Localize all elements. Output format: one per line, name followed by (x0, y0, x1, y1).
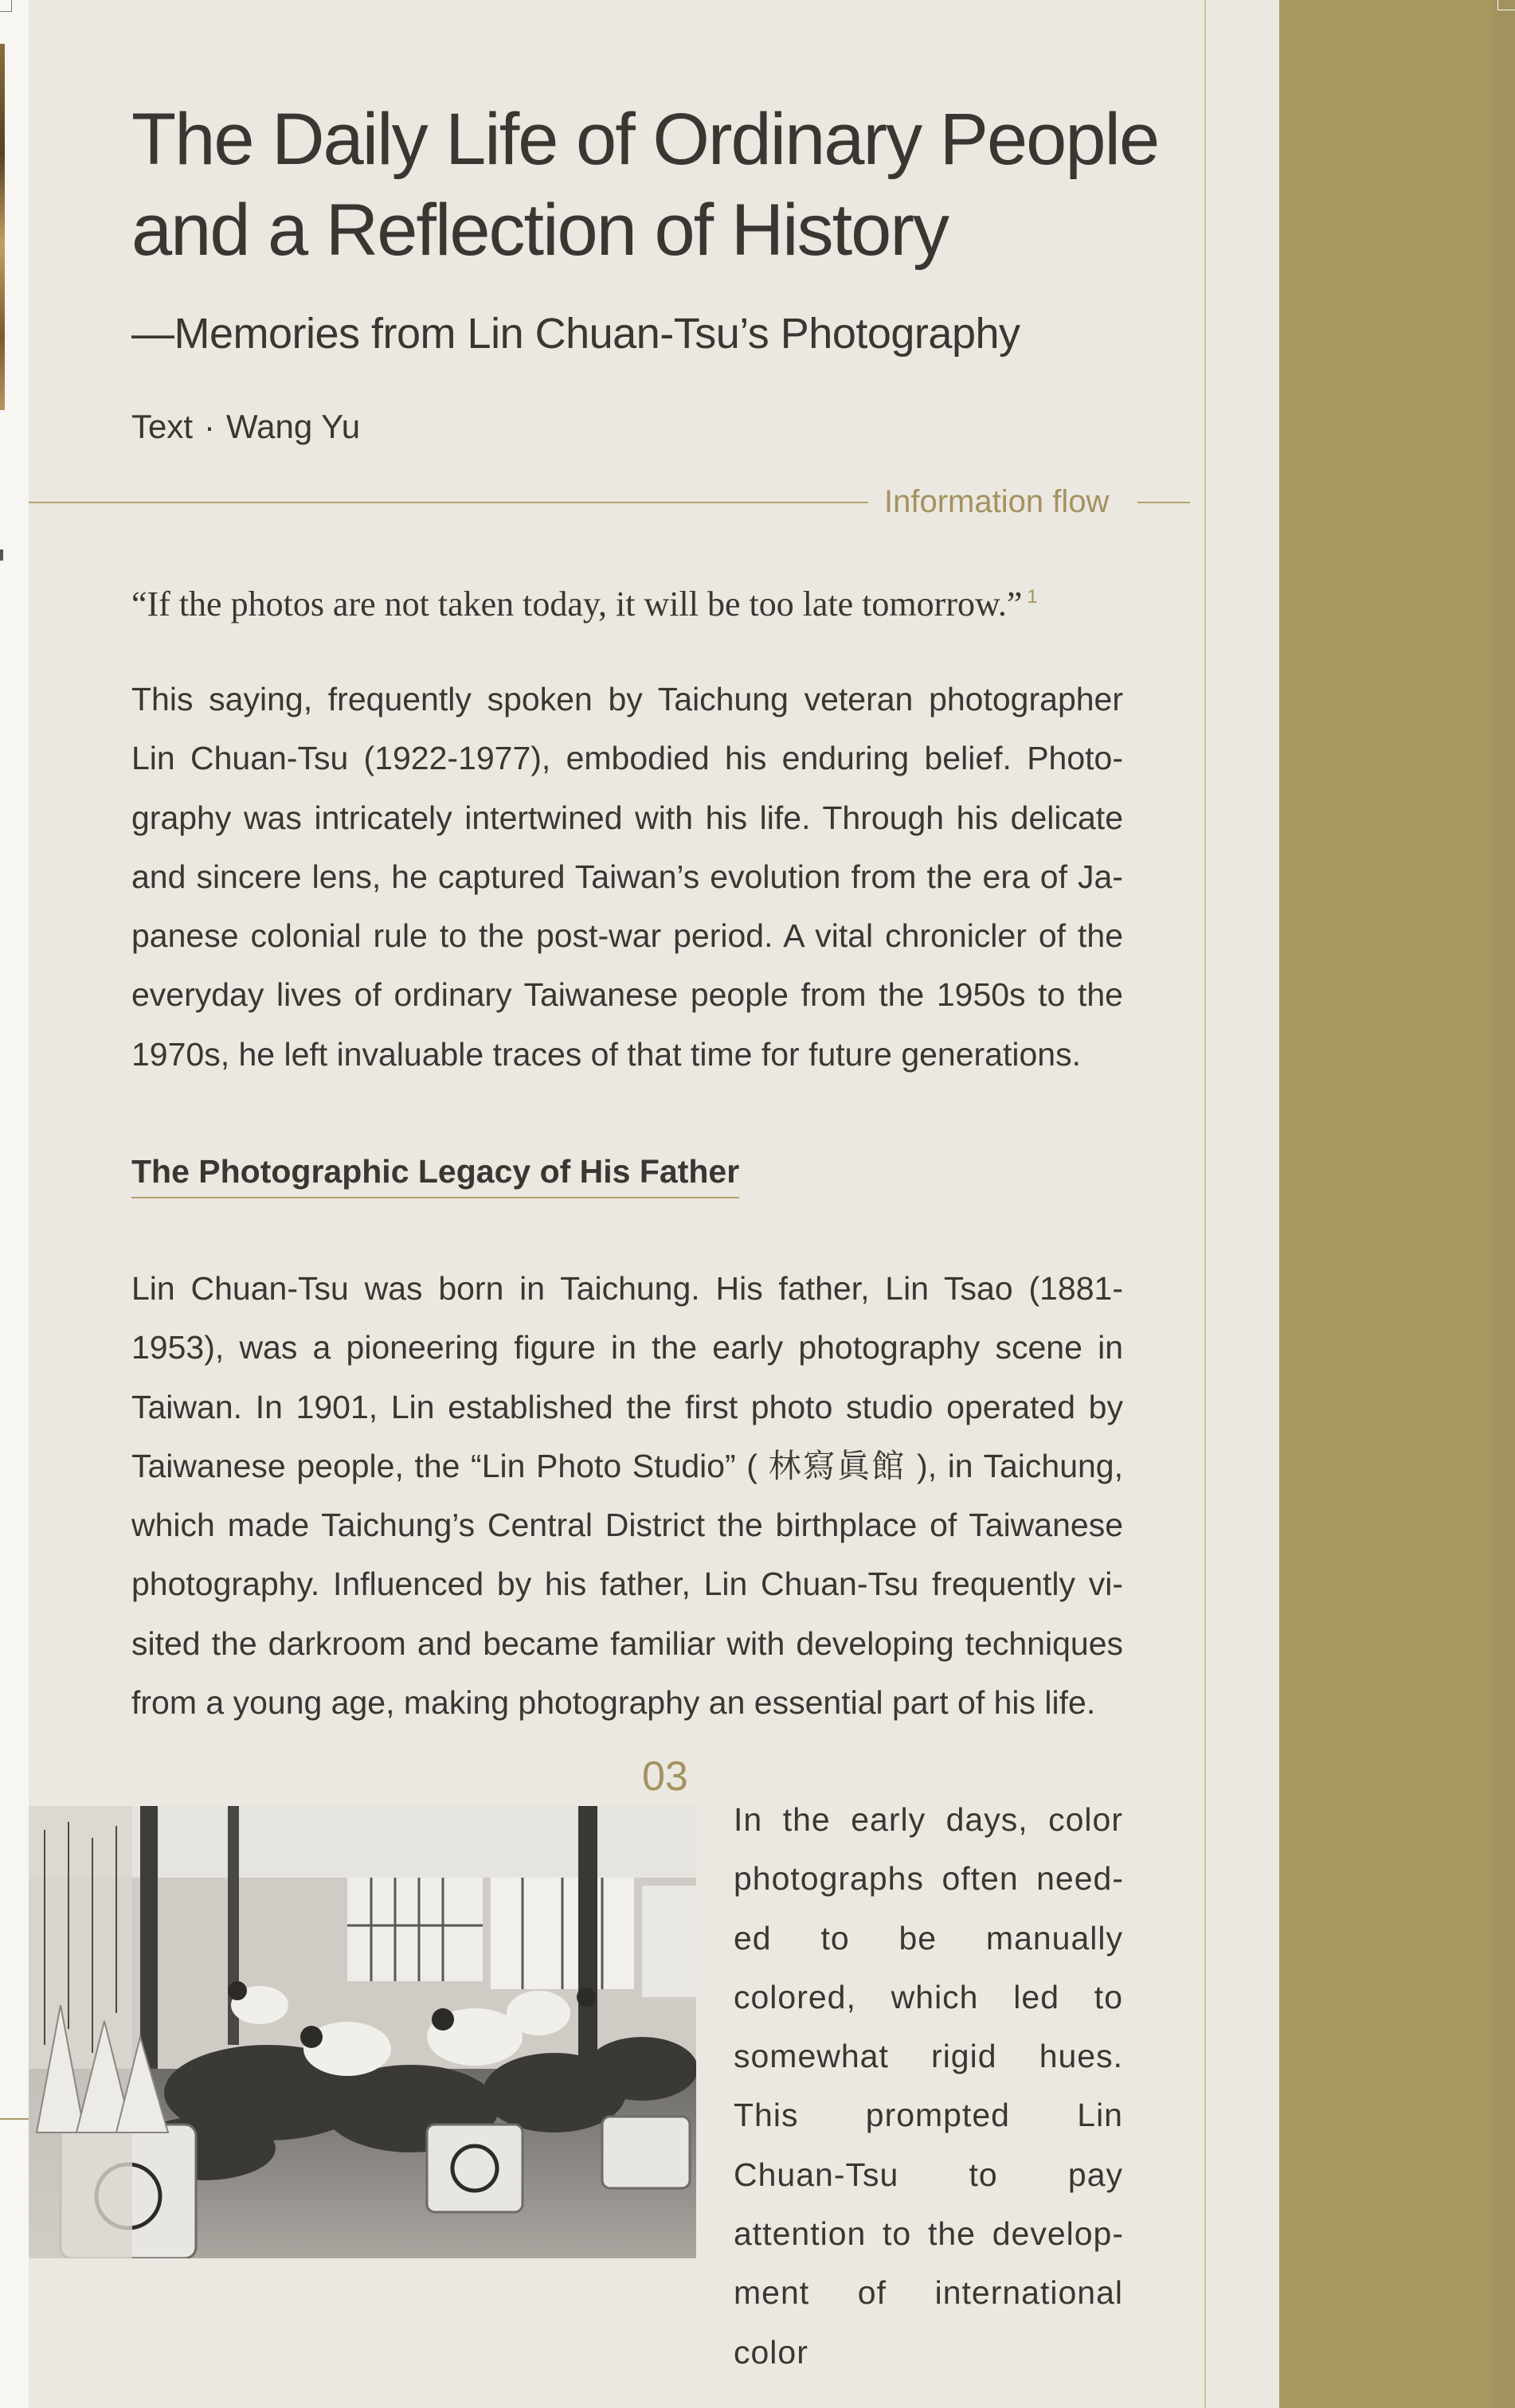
crop-mark-left (0, 0, 12, 12)
article-subtitle: —Memories from Lin Chuan-Tsu’s Photography (131, 310, 1020, 358)
section-rule-left (29, 502, 868, 503)
right-band-edge (1492, 0, 1515, 2408)
banana-packing-photo (29, 1806, 696, 2258)
byline-separator: · (204, 408, 216, 445)
paragraph-color-photos: In the early days, color photographs often needed to be manually colored, which led to somewhat rigid hues. This prompted Lin Chuan-Tsu to pay attention to the development of international color (734, 1801, 1123, 2371)
byline-label: Text (131, 408, 194, 445)
footnote-marker: 1 (1027, 586, 1038, 608)
title-line-1: The Daily Life of Ordinary People (131, 99, 1159, 180)
section-rule-right (1137, 502, 1190, 503)
crop-mark-right (1497, 0, 1515, 10)
edge-mark (0, 549, 3, 561)
section-label: Information flow (884, 484, 1110, 519)
opening-quote (131, 573, 1199, 628)
article-title (131, 94, 1215, 276)
edge-rule (0, 2118, 29, 2120)
title-line-2: and a Reflection of History (131, 190, 948, 271)
figure-number: 03 (642, 1753, 688, 1800)
section-heading: The Photographic Legacy of His Father (131, 1149, 739, 1198)
byline (131, 405, 360, 449)
right-color-band (1279, 0, 1515, 2408)
adjacent-page-photo-edge (0, 44, 5, 410)
paragraph-father: Lin Chuan-Tsu was born in Taichung. His father, Lin Tsao (1881-1953), was a pioneering figure in the early photography scene in Taiwan. In 1901, Lin established the first photo studio operated by Taiwanese people, the “Lin Photo Studio” ( 林寫眞館 ), in Taichung, which made Taichung’s Central District the birthplace of Taiwanese photography. Influenced by his father, Lin Chuan-Tsu frequently visited the darkroom and became familiar with developing techniques from a young age, making photography an essential part of his life. (131, 1270, 1123, 1722)
quote-text: “If the photos are not taken today, it will be too late tomorrow.” (131, 584, 1023, 624)
byline-author: Wang Yu (226, 408, 361, 445)
paragraph-intro: This saying, frequently spoken by Taichung veteran photographer Lin Chuan-Tsu (1922-1977), embodied his enduring belief. Photography was intricately intertwined with his life. Through his delicate and sincere lens, he captured Taiwan’s evolution from the era of Japanese colonial rule to the post-war period. A vital chronicler of the everyday lives of ordinary Taiwanese people from the 1950s to the 1970s, he left invaluable traces of that time for future generations. (131, 681, 1123, 1073)
